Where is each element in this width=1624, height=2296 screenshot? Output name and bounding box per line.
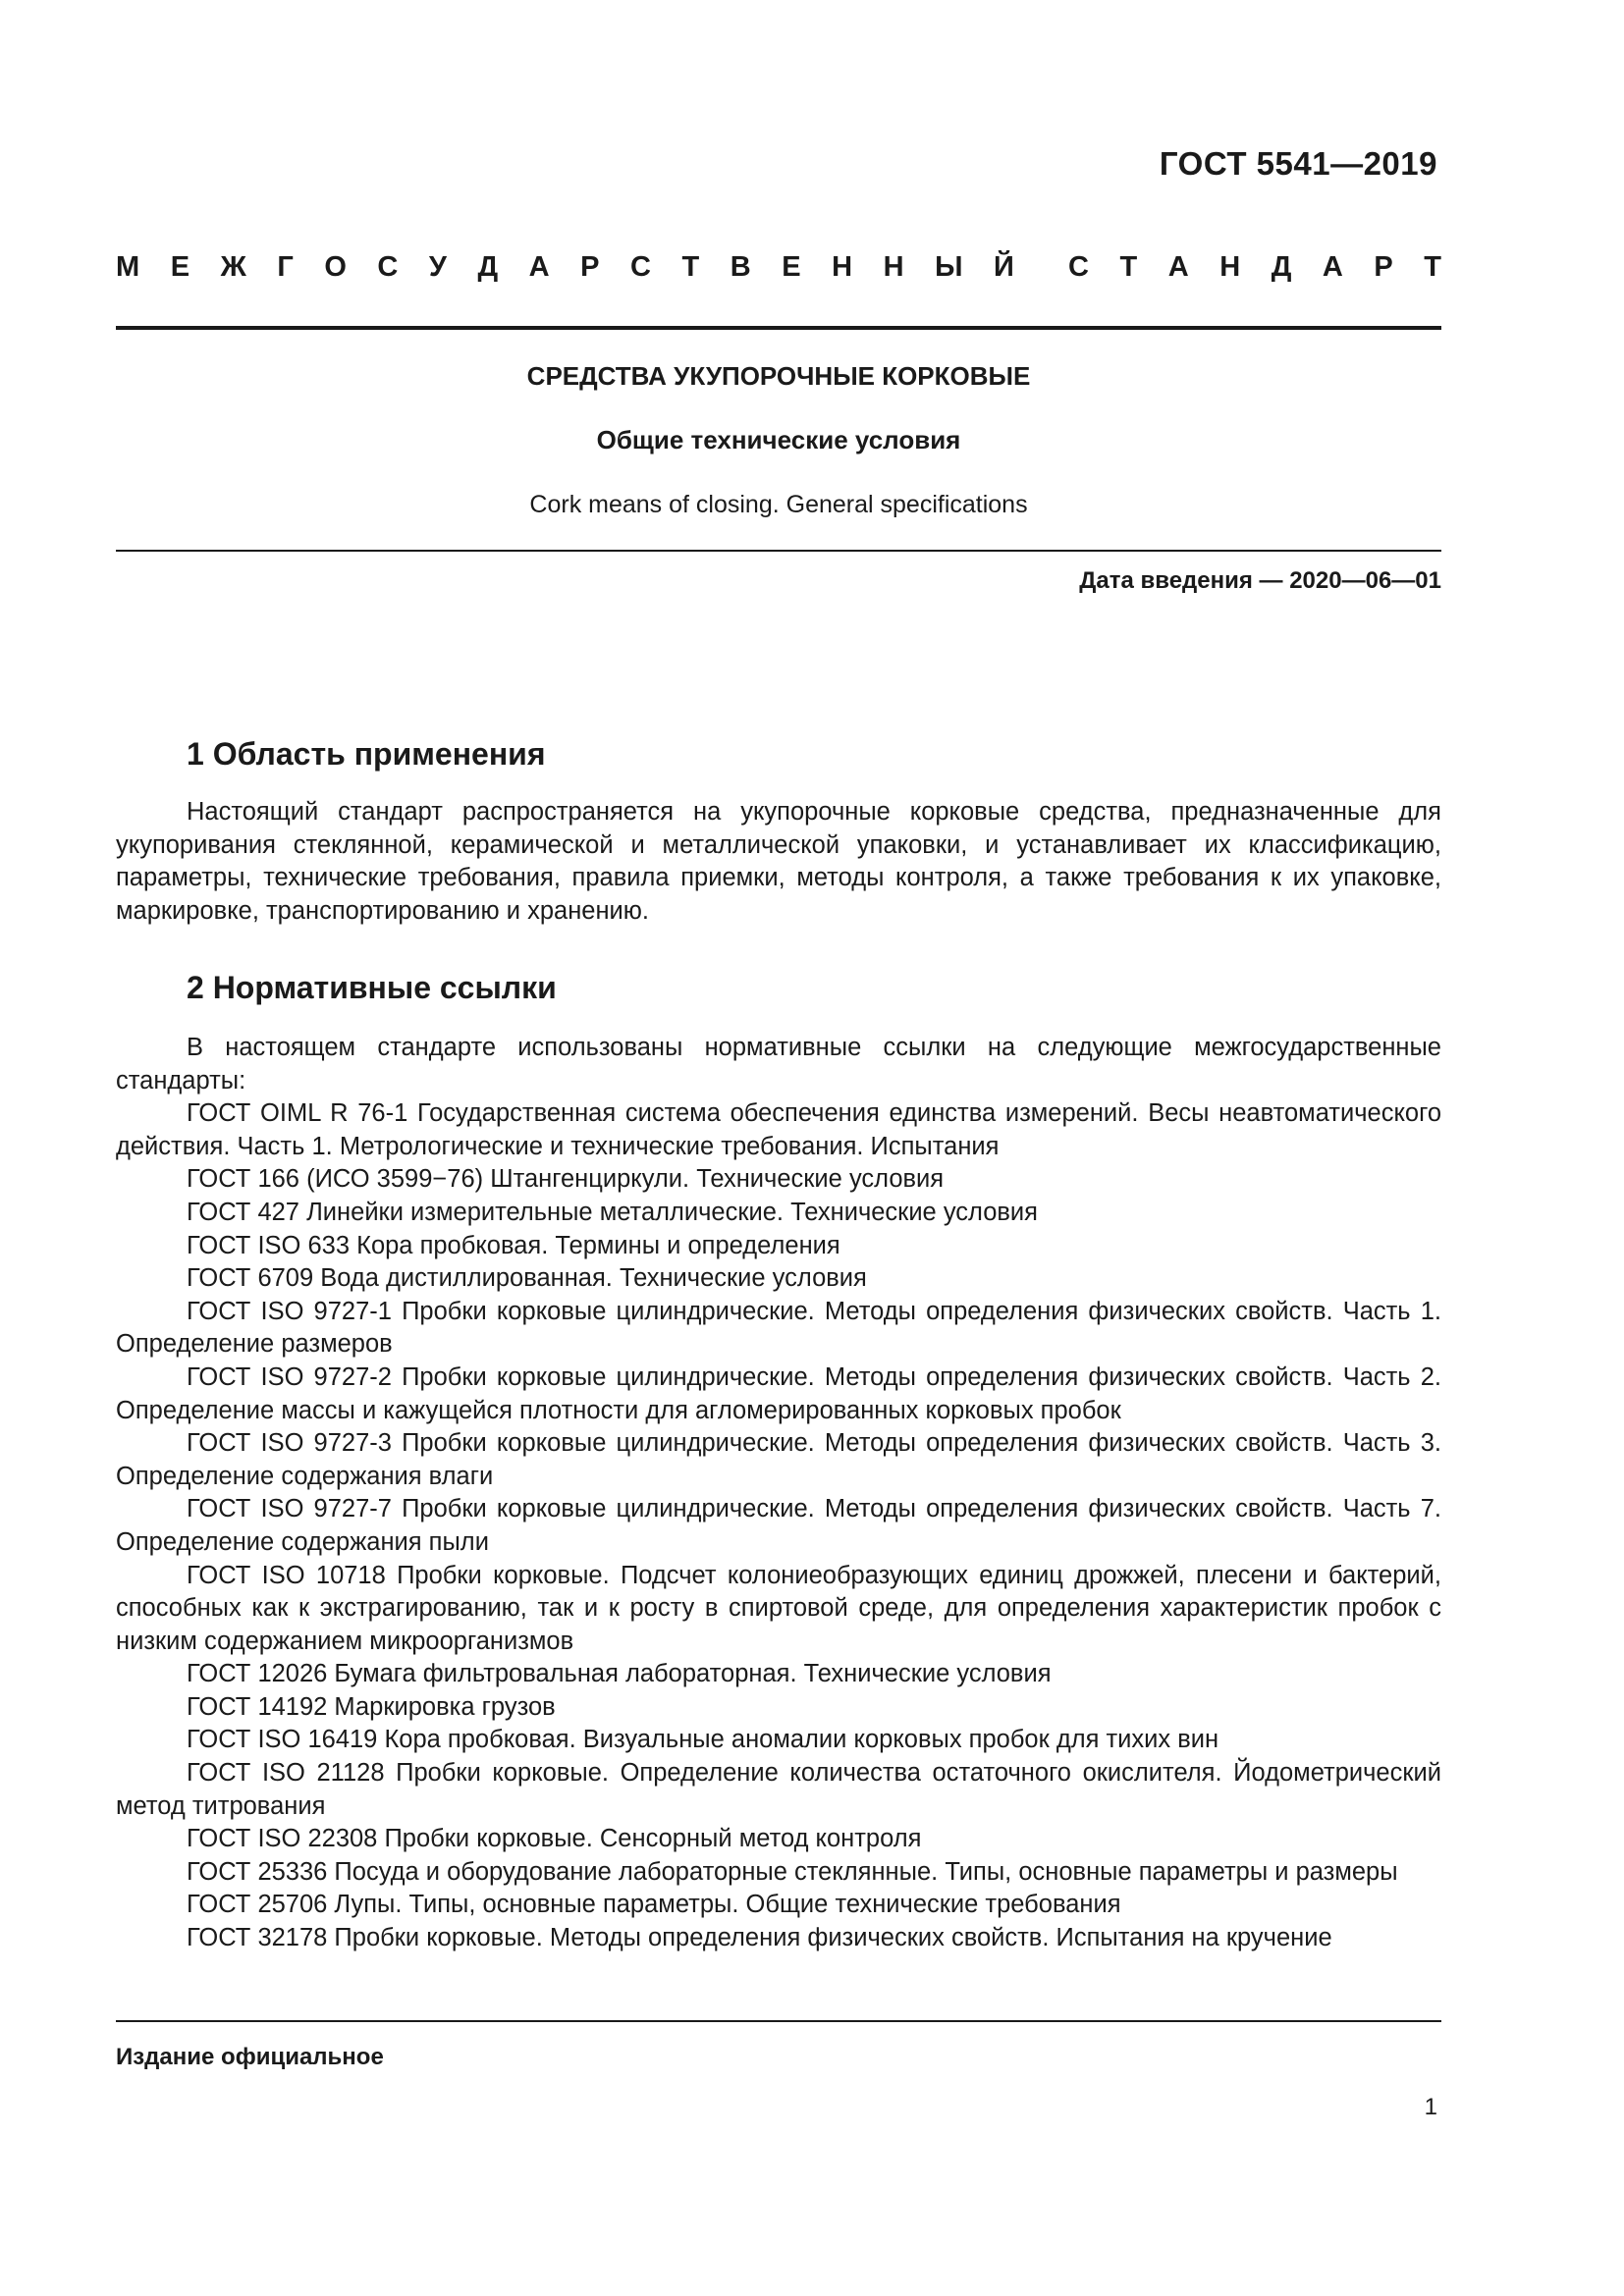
interstate-word bbox=[116, 251, 1014, 284]
introduction-date: Дата введения — 2020—06—01 bbox=[1079, 567, 1441, 594]
reference-item: ГОСТ ISO 21128 Пробки корковые. Определение количества остаточного окислителя. Йодометрический метод титрования bbox=[116, 1759, 1441, 1820]
banner-letter: У bbox=[428, 251, 447, 283]
banner-letter: Е bbox=[782, 251, 801, 283]
reference-item: ГОСТ OIML R 76-1 Государственная система обеспечения единства измерений. Весы неавтоматического действия. Часть 1. Метрологические и технические требования. Испытания bbox=[116, 1099, 1441, 1160]
banner-letter: Ы bbox=[935, 251, 963, 283]
document-subtitle: Общие технические условия bbox=[596, 425, 961, 454]
banner-letter: Т bbox=[1119, 251, 1138, 283]
banner-letter: А bbox=[1322, 251, 1343, 283]
reference-item: ГОСТ ISO 9727-1 Пробки корковые цилиндрические. Методы определения физических свойств. Часть 1. Определение размеров bbox=[116, 1297, 1441, 1359]
paragraph: Настоящий стандарт распространяется на укупорочные корковые средства, предназначенные для укупоривания стеклянной, керамической и металлической упаковки, и устанавливает их классификацию, параметры, технические требования, правила приемки, методы контроля, а также требования к их упаковке, маркировке, транспортированию и хранению. bbox=[116, 798, 1441, 925]
official-edition-label: Издание официальное bbox=[116, 2044, 384, 2070]
section-2-heading: 2 Нормативные ссылки bbox=[187, 970, 557, 1005]
banner-letter: Ж bbox=[220, 251, 246, 283]
banner-letter: Г bbox=[277, 251, 294, 283]
banner-letter: Р bbox=[580, 251, 600, 283]
section-2-body bbox=[116, 1032, 1441, 1955]
section-1-body bbox=[116, 796, 1441, 928]
banner-letter: В bbox=[730, 251, 751, 283]
reference-item: ГОСТ ISO 10718 Пробки корковые. Подсчет колониеобразующих единиц дрожжей, плесени и бактерий, способных как к экстрагированию, так и к росту в спиртовой среде, для определения характеристик пробок с низким содержанием микроорганизмов bbox=[116, 1561, 1441, 1655]
section-1-heading: 1 Область применения bbox=[187, 736, 546, 772]
reference-item: ГОСТ 14192 Маркировка грузов bbox=[187, 1692, 556, 1721]
banner-letter: С bbox=[630, 251, 651, 283]
banner-letter: Д bbox=[477, 251, 499, 283]
reference-item: ГОСТ 427 Линейки измерительные металлические. Технические условия bbox=[187, 1198, 1038, 1226]
banner-letter: Н bbox=[883, 251, 904, 283]
banner-letter: А bbox=[528, 251, 550, 283]
reference-item: ГОСТ ISO 22308 Пробки корковые. Сенсорный метод контроля bbox=[187, 1825, 922, 1853]
reference-item: ГОСТ 12026 Бумага фильтровальная лабораторная. Технические условия bbox=[187, 1660, 1052, 1688]
banner-letter: Н bbox=[832, 251, 853, 283]
banner-letter: С bbox=[377, 251, 399, 283]
header-divider bbox=[116, 326, 1441, 330]
banner-letter: Н bbox=[1219, 251, 1241, 283]
reference-item: ГОСТ 6709 Вода дистиллированная. Технические условия bbox=[187, 1264, 867, 1293]
english-title: Cork means of closing. General specifications bbox=[529, 491, 1028, 518]
banner-letter: Е bbox=[170, 251, 190, 283]
reference-item: ГОСТ ISO 9727-2 Пробки корковые цилиндрические. Методы определения физических свойств. Часть 2. Определение массы и кажущейся плотности для агломерированных корковых пробок bbox=[116, 1362, 1441, 1424]
gost-number: ГОСТ 5541—2019 bbox=[1159, 145, 1437, 182]
reference-item: ГОСТ ISO 633 Кора пробковая. Термины и определения bbox=[187, 1231, 840, 1259]
reference-item: ГОСТ 25336 Посуда и оборудование лабораторные стеклянные. Типы, основные параметры и размеры bbox=[187, 1857, 1398, 1886]
paragraph: В настоящем стандарте использованы нормативные ссылки на следующие межгосударственные стандарты: bbox=[116, 1034, 1441, 1095]
banner-letter: Й bbox=[994, 251, 1014, 283]
standard-word bbox=[1068, 251, 1441, 284]
interstate-standard-banner bbox=[116, 251, 1441, 284]
banner-letter: Р bbox=[1374, 251, 1393, 283]
reference-item: ГОСТ 166 (ИСО 3599−76) Штангенциркули. Технические условия bbox=[187, 1165, 945, 1194]
title-divider bbox=[116, 550, 1441, 552]
reference-item: ГОСТ 25706 Лупы. Типы, основные параметры. Общие технические требования bbox=[187, 1891, 1121, 1919]
page-number: 1 bbox=[1424, 2094, 1437, 2120]
banner-letter: М bbox=[116, 251, 140, 283]
reference-item: ГОСТ 32178 Пробки корковые. Методы определения физических свойств. Испытания на кручение bbox=[187, 1924, 1332, 1952]
reference-item: ГОСТ ISO 9727-7 Пробки корковые цилиндрические. Методы определения физических свойств. Часть 7. Определение содержания пыли bbox=[116, 1495, 1441, 1556]
reference-item: ГОСТ ISO 9727-3 Пробки корковые цилиндрические. Методы определения физических свойств. Часть 3. Определение содержания влаги bbox=[116, 1429, 1441, 1490]
banner-letter: Д bbox=[1271, 251, 1292, 283]
banner-letter: Т bbox=[1424, 251, 1441, 283]
footer-divider bbox=[116, 2020, 1441, 2022]
banner-letter: С bbox=[1068, 251, 1089, 283]
reference-item: ГОСТ ISO 16419 Кора пробковая. Визуальные аномалии корковых пробок для тихих вин bbox=[187, 1726, 1219, 1754]
banner-letter: А bbox=[1167, 251, 1189, 283]
banner-letter: Т bbox=[681, 251, 700, 283]
document-title: СРЕДСТВА УКУПОРОЧНЫЕ КОРКОВЫЕ bbox=[526, 361, 1031, 391]
banner-letter: О bbox=[324, 251, 347, 283]
